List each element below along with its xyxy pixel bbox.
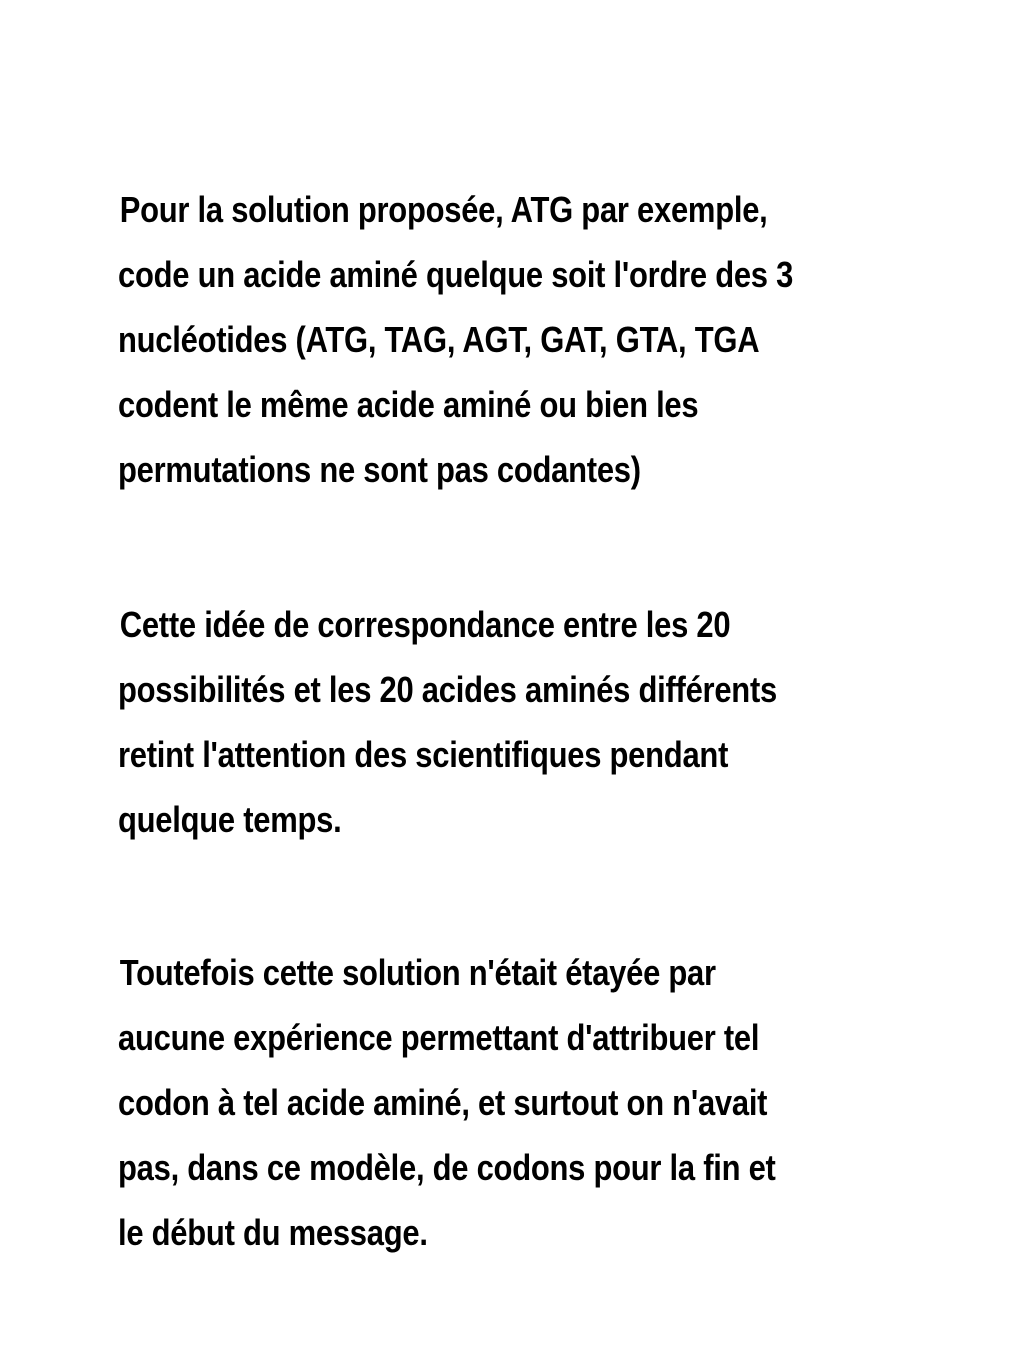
paragraph-line: le début du message. [118, 1212, 428, 1253]
paragraph-1 [118, 177, 858, 502]
paragraph-line: nucléotides (ATG, TAG, AGT, GAT, GTA, TGA [118, 319, 760, 360]
paragraph-line: Toutefois cette solution n'était étayée par [119, 952, 716, 993]
paragraph-3 [118, 940, 858, 1265]
paragraph-line: quelque temps. [118, 799, 342, 840]
paragraph-line: Pour la solution proposée, ATG par exemple, [119, 189, 768, 230]
paragraph-line: permutations ne sont pas codantes) [118, 449, 641, 490]
paragraph-line: pas, dans ce modèle, de codons pour la fin et [118, 1147, 776, 1188]
paragraph-line: retint l'attention des scientifiques pendant [118, 734, 729, 775]
paragraph-line: codon à tel acide aminé, et surtout on n'avait [118, 1082, 768, 1123]
paragraph-2 [118, 592, 858, 852]
paragraph-line: codent le même acide aminé ou bien les [118, 384, 699, 425]
paragraph-line: code un acide aminé quelque soit l'ordre des 3 [118, 254, 794, 295]
paragraph-line: aucune expérience permettant d'attribuer tel [118, 1017, 760, 1058]
paragraph-line: possibilités et les 20 acides aminés différents [118, 669, 777, 710]
paragraph-line: Cette idée de correspondance entre les 20 [119, 604, 731, 645]
